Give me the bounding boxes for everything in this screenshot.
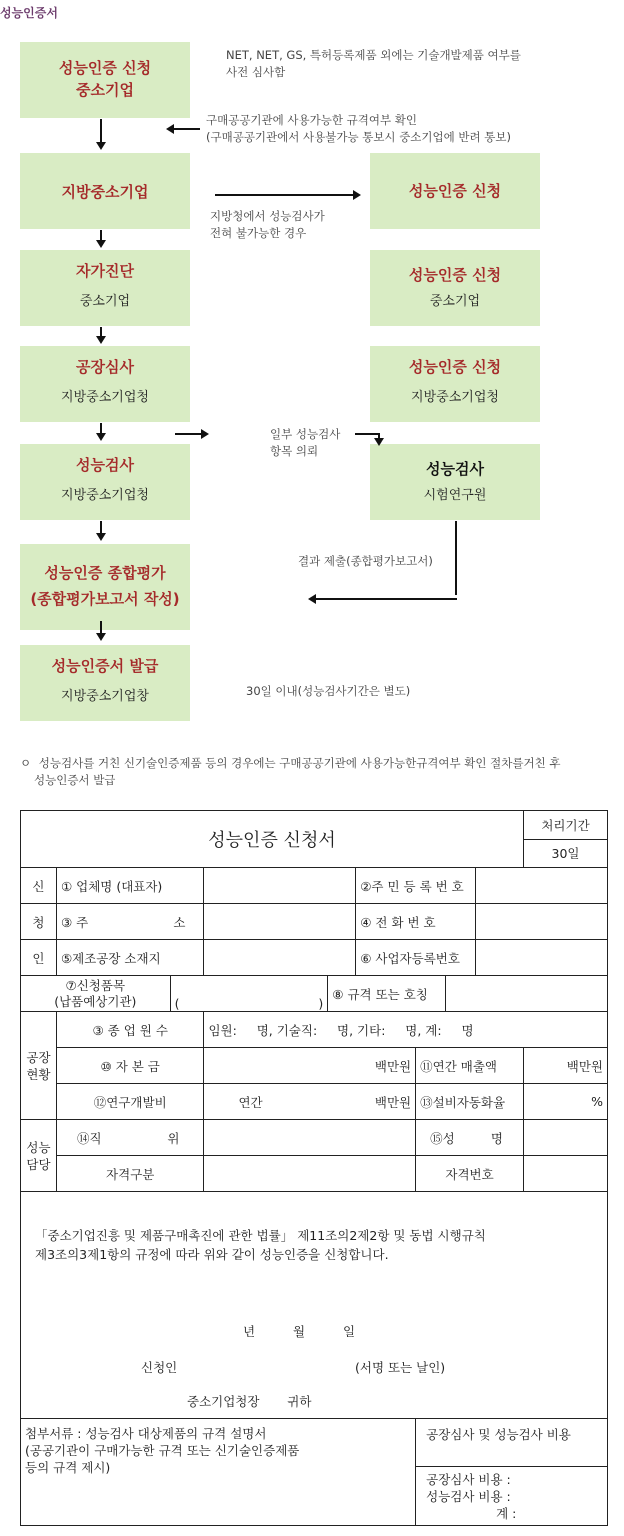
note-partial-test (270, 426, 340, 460)
arrow-result-v (455, 521, 457, 595)
flow-right-apply-2-sub: 중소기업 (429, 294, 481, 309)
spec-field[interactable] (446, 976, 608, 1012)
note-pre-review-line2: 사전 심사함 (226, 65, 286, 79)
arrow-down-5-head (96, 533, 106, 541)
applicant-label-3: 인 (21, 940, 57, 976)
arrow-down-4-head (96, 433, 106, 441)
attachments-line3: 등의 규격 제시) (25, 1460, 111, 1475)
flow-right-apply-3-title: 성능인증 신청 (408, 358, 502, 376)
resident-number-label: ②주 민 등 록 번 호 (356, 868, 476, 904)
arrow-result-h (315, 598, 457, 600)
automation-label: ⑬설비자동화율 (416, 1084, 524, 1120)
position-label (56, 1120, 204, 1156)
product-label-b: (납품예상기관) (54, 993, 137, 1009)
form-title: 성능인증 신청서 (21, 811, 524, 868)
flow-step-issue-title: 성능인증서 발급 (51, 657, 159, 675)
note-partial-test-line1: 일부 성능검사 (270, 427, 341, 441)
flow-step-regional-title: 지방중소기업 (61, 183, 149, 201)
arrow-down-1-head (96, 142, 106, 150)
product-paren-open: ( (174, 996, 180, 1011)
processing-period-label: 처리기간 (524, 811, 608, 840)
product-field[interactable] (170, 976, 328, 1012)
address-label-b: 소 (173, 914, 186, 930)
note-spec-check (206, 112, 511, 146)
application-form (20, 810, 608, 1526)
factory-location-field[interactable] (204, 940, 356, 976)
address-label-a: ③ 주 (60, 914, 89, 930)
perf-manager-label-b: 담당 (26, 1156, 51, 1172)
flow-step-factory-audit-title: 공장심사 (76, 358, 134, 376)
declaration-line2: 제3조의3제1항의 규정에 따라 위와 같이 성능인증을 신청합니다. (35, 1247, 389, 1262)
position-label-a: ⑭직 (76, 1130, 102, 1146)
note-partial-test-line2: 항목 의뢰 (270, 444, 319, 458)
annual-sales-label: ⑪연간 매출액 (416, 1048, 524, 1084)
footnote-bullet: ㅇ (20, 756, 32, 770)
flow-step-performance-test (20, 444, 190, 520)
spec-label: ⑧ 규격 또는 호칭 (328, 976, 446, 1012)
position-label-b: 위 (167, 1130, 180, 1146)
page-header: 성능인증서 (0, 6, 58, 20)
flow-step-issue-sub: 지방중소기업창 (61, 689, 149, 704)
flow-step-factory-audit (20, 346, 190, 422)
applicant-label-1: 신 (21, 868, 57, 904)
note-result-submit: 결과 제출(종합평가보고서) (298, 554, 433, 568)
flow-step-self-check (20, 250, 190, 326)
flow-right-test-sub: 시험연구원 (423, 488, 487, 503)
addressee: 중소기업청장 귀하 (187, 1394, 312, 1409)
note-30-days: 30일 이내(성능검사기간은 별도) (246, 684, 411, 698)
factory-status-label-b: 현황 (26, 1066, 51, 1082)
declaration-section (21, 1192, 608, 1419)
company-name-field[interactable] (204, 868, 356, 904)
footnote-line1: 성능검사를 거친 신기술인증제품 등의 경우에는 구매공공기관에 사용가능한규격여부 확인 절차를거친 후 (38, 756, 561, 770)
flow-step-apply (20, 42, 190, 118)
flow-right-apply-3 (370, 346, 540, 422)
applicant-label-2: 청 (21, 904, 57, 940)
factory-status-label (21, 1012, 57, 1120)
product-label-a: ⑦신청품목 (65, 977, 126, 993)
fee-title: 공장심사 및 성능검사 비용 (416, 1419, 608, 1467)
flow-right-apply-1-title: 성능인증 신청 (408, 182, 502, 200)
flow-step-performance-test-sub: 지방중소기업청 (61, 488, 149, 503)
flow-step-apply-title: 성능인증 신청 (58, 59, 152, 77)
note-spec-check-line2: (구매공공기관에서 사용불가능 통보시 중소기업에 반려 통보) (206, 130, 511, 144)
address-label (56, 904, 204, 940)
attachments (21, 1419, 416, 1526)
date-year: 년 (243, 1324, 256, 1339)
declaration-line1: 「중소기업진흥 및 제품구매촉진에 관한 법률」 제11조의2제2항 및 동법 시행규칙 (35, 1228, 486, 1243)
attachments-line1: 첨부서류 : 성능검사 대상제품의 규격 설명서 (25, 1426, 267, 1441)
product-paren-close: ) (318, 996, 324, 1011)
name-field[interactable] (524, 1120, 608, 1156)
rnd-unit: 백만원 (374, 1094, 412, 1110)
qualification-number-field[interactable] (524, 1156, 608, 1192)
date-month: 월 (293, 1324, 306, 1339)
arrow-partial-to-test-h (355, 433, 379, 435)
employees-field[interactable]: 임원: 명, 기술직: 명, 기타: 명, 계: 명 (204, 1012, 608, 1048)
automation-field[interactable]: % (524, 1084, 608, 1120)
factory-status-label-a: 공장 (26, 1049, 51, 1065)
arrow-right-partial (175, 433, 203, 435)
annual-sales-field[interactable]: 백만원 (524, 1048, 608, 1084)
phone-field[interactable] (476, 904, 608, 940)
name-label-b: 명 (490, 1130, 503, 1146)
company-name-label: ① 업체명 (대표자) (56, 868, 204, 904)
applicant-sign-label: 신청인 (141, 1360, 178, 1375)
business-reg-field[interactable] (476, 940, 608, 976)
flow-right-test-title: 성능검사 (426, 460, 484, 478)
flow-right-apply-2 (370, 250, 540, 326)
name-label (416, 1120, 524, 1156)
rnd-field[interactable] (204, 1084, 416, 1120)
flow-right-apply-2-title: 성능인증 신청 (408, 266, 502, 284)
note-regional-impossible-line1: 지방청에서 성능검사가 (210, 209, 325, 223)
attachments-line2: (공공기관이 구매가능한 규격 또는 신기술인증제품 (25, 1443, 300, 1458)
business-reg-label: ⑥ 사업자등록번호 (356, 940, 476, 976)
arrow-down-6-head (96, 633, 106, 641)
note-regional-impossible-line2: 전혀 불가능한 경우 (210, 226, 307, 240)
flow-step-evaluation-title: 성능인증 종합평가 (44, 564, 166, 582)
flow-right-apply-1 (370, 153, 540, 229)
name-label-a: ⑮성 (430, 1130, 455, 1146)
flow-step-regional (20, 153, 190, 229)
perf-manager-label-a: 성능 (26, 1139, 51, 1155)
address-field[interactable] (204, 904, 356, 940)
footnote-line2: 성능인증서 발급 (34, 773, 116, 787)
arrow-left-spec (172, 128, 200, 130)
arrow-partial-to-test-head (374, 438, 384, 446)
qualification-type-label: 자격구분 (56, 1156, 204, 1192)
capital-label: ⑩ 자 본 금 (56, 1048, 204, 1084)
perf-manager-label (21, 1120, 57, 1192)
flow-step-self-check-title: 자가진단 (76, 262, 134, 280)
date-day: 일 (343, 1324, 356, 1339)
flow-right-test (370, 444, 540, 520)
note-pre-review-line1: NET, NET, GS, 특허등록제품 외에는 기술개발제품 여부를 (226, 48, 521, 62)
arrow-right-partial-head (201, 429, 209, 439)
flow-step-performance-test-title: 성능검사 (76, 456, 134, 474)
rnd-annual: 연간 (238, 1094, 263, 1110)
resident-number-field[interactable] (476, 868, 608, 904)
qualification-number-label: 자격번호 (416, 1156, 524, 1192)
note-regional-impossible (210, 208, 325, 242)
processing-period-value: 30일 (524, 839, 608, 868)
arrow-down-2-head (96, 240, 106, 248)
qualification-type-field[interactable] (204, 1156, 416, 1192)
position-field[interactable] (204, 1120, 416, 1156)
note-spec-check-line1: 구매공공기관에 사용가능한 규격여부 확인 (206, 113, 417, 127)
flow-step-evaluation (20, 544, 190, 630)
flow-step-factory-audit-sub: 지방중소기업청 (61, 390, 149, 405)
flow-step-evaluation-title2: (종합평가보고서 작성) (30, 590, 180, 608)
arrow-right-regional (215, 194, 355, 196)
arrow-down-3-head (96, 336, 106, 344)
flow-step-apply-title2: 중소기업 (76, 81, 134, 99)
phone-label: ④ 전 화 번 호 (356, 904, 476, 940)
rnd-label: ⑫연구개발비 (56, 1084, 204, 1120)
arrow-result-head (308, 594, 316, 604)
product-label (21, 976, 171, 1012)
arrow-left-spec-head (166, 124, 174, 134)
fee-breakdown (416, 1467, 608, 1526)
flow-step-self-check-sub: 중소기업 (79, 294, 131, 309)
sign-or-seal-label: (서명 또는 날인) (355, 1360, 446, 1375)
note-pre-review (226, 47, 521, 81)
fee-performance-test: 성능검사 비용 : (426, 1489, 511, 1505)
flow-right-apply-3-sub: 지방중소기업청 (411, 390, 499, 405)
footnote (20, 755, 560, 789)
employees-label: ③ 종 업 원 수 (56, 1012, 204, 1048)
flow-step-issue (20, 645, 190, 721)
fee-total: 계 : (496, 1506, 517, 1522)
factory-location-label: ⑤제조공장 소재지 (56, 940, 204, 976)
fee-factory-audit: 공장심사 비용 : (426, 1472, 511, 1488)
capital-field[interactable]: 백만원 (204, 1048, 416, 1084)
arrow-right-regional-head (353, 190, 361, 200)
